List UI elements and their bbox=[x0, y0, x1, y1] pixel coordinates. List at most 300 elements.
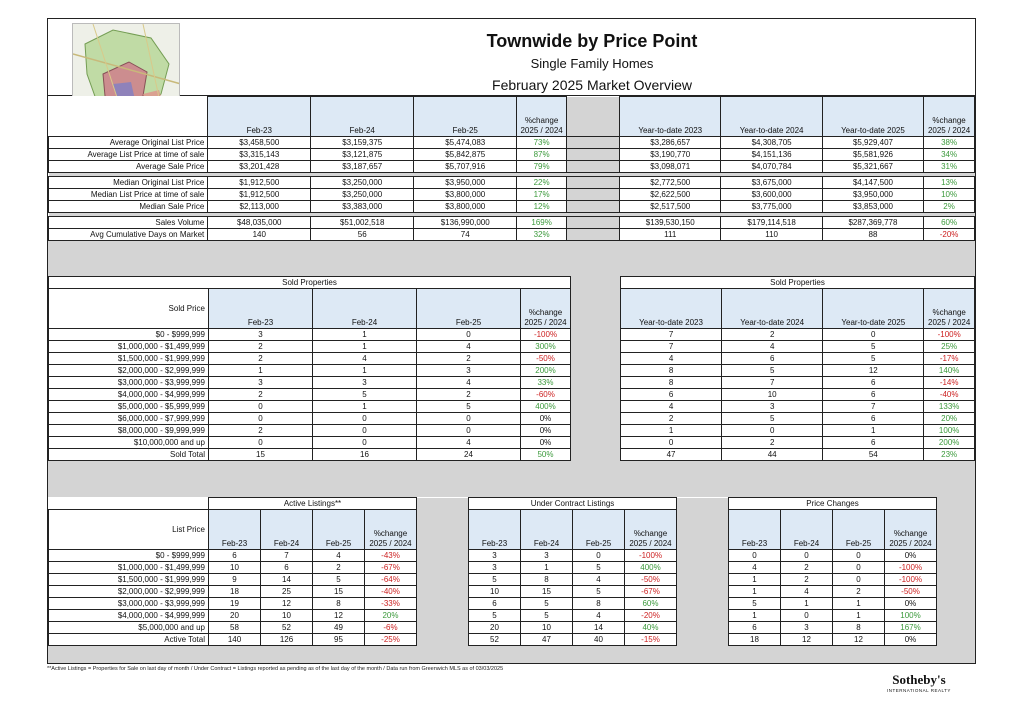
value-cell: 140 bbox=[208, 229, 311, 241]
value-cell: 110 bbox=[721, 229, 822, 241]
gutter bbox=[417, 610, 469, 622]
listing-row bbox=[49, 586, 937, 598]
value-cell: 25 bbox=[261, 586, 313, 598]
change-cell: -40% bbox=[365, 586, 417, 598]
value-cell: 0 bbox=[722, 425, 823, 437]
value-cell: 95 bbox=[313, 634, 365, 646]
gutter bbox=[677, 634, 729, 646]
value-cell: 44 bbox=[722, 449, 823, 461]
value-cell: 4 bbox=[781, 586, 833, 598]
change-cell: 40% bbox=[625, 622, 677, 634]
value-cell: $5,842,875 bbox=[414, 149, 517, 161]
value-cell: 0 bbox=[781, 550, 833, 562]
sold-row bbox=[49, 425, 571, 437]
section-title: Under Contract Listings bbox=[469, 498, 677, 510]
sold-row bbox=[621, 425, 975, 437]
summary-row bbox=[49, 161, 975, 173]
summary-row bbox=[49, 189, 975, 201]
value-cell: $5,321,667 bbox=[822, 161, 923, 173]
summary-row bbox=[49, 137, 975, 149]
change-cell: 10% bbox=[924, 189, 975, 201]
value-cell: $2,772,500 bbox=[620, 177, 721, 189]
value-cell: 5 bbox=[573, 586, 625, 598]
change-cell: -20% bbox=[924, 229, 975, 241]
value-cell: 0 bbox=[833, 574, 885, 586]
value-cell: 4 bbox=[621, 401, 722, 413]
value-cell: 3 bbox=[469, 562, 521, 574]
value-cell: $48,035,000 bbox=[208, 217, 311, 229]
value-cell: 15 bbox=[521, 586, 573, 598]
change-cell: 0% bbox=[521, 425, 571, 437]
value-cell: 16 bbox=[313, 449, 417, 461]
sold-row bbox=[49, 449, 571, 461]
listing-row bbox=[49, 610, 937, 622]
value-cell: 6 bbox=[823, 437, 924, 449]
value-cell: 6 bbox=[469, 598, 521, 610]
gutter bbox=[677, 622, 729, 634]
col-header: Feb-25 bbox=[414, 97, 517, 137]
col-header: Feb-24 bbox=[311, 97, 414, 137]
value-cell: 19 bbox=[209, 598, 261, 610]
value-cell: $1,912,500 bbox=[208, 177, 311, 189]
value-cell: 0 bbox=[781, 610, 833, 622]
value-cell: 3 bbox=[417, 365, 521, 377]
value-cell: 2 bbox=[781, 574, 833, 586]
col-header-change: %change 2025 / 2024 bbox=[521, 289, 571, 329]
sold-row bbox=[49, 389, 571, 401]
row-label: Median List Price at time of sale bbox=[49, 189, 208, 201]
value-cell: 88 bbox=[822, 229, 923, 241]
summary-label-header bbox=[49, 97, 208, 137]
gutter bbox=[567, 201, 620, 213]
report-subtitle: Single Family Homes bbox=[530, 56, 654, 71]
value-cell: 4 bbox=[573, 610, 625, 622]
row-label: Average Original List Price bbox=[49, 137, 208, 149]
value-cell: $3,250,000 bbox=[311, 177, 414, 189]
value-cell: 4 bbox=[621, 353, 722, 365]
gutter bbox=[677, 586, 729, 598]
value-cell: 1 bbox=[313, 401, 417, 413]
col-header: Feb-23 bbox=[209, 289, 313, 329]
value-cell: $3,800,000 bbox=[414, 201, 517, 213]
row-label: Sold Total bbox=[49, 449, 209, 461]
summary-row bbox=[49, 229, 975, 241]
change-cell: -100% bbox=[885, 562, 937, 574]
value-cell: 12 bbox=[781, 634, 833, 646]
value-cell: 54 bbox=[823, 449, 924, 461]
row-label: Average List Price at time of sale bbox=[49, 149, 208, 161]
change-cell: 34% bbox=[924, 149, 975, 161]
value-cell: 140 bbox=[209, 634, 261, 646]
sold-row bbox=[49, 437, 571, 449]
value-cell: 6 bbox=[823, 389, 924, 401]
change-cell: 200% bbox=[521, 365, 571, 377]
value-cell: 6 bbox=[823, 413, 924, 425]
row-label: $4,000,000 - $4,999,999 bbox=[49, 610, 209, 622]
value-cell: 2 bbox=[621, 413, 722, 425]
logo-tagline: INTERNATIONAL REALTY bbox=[887, 688, 951, 693]
col-header: Feb-23 bbox=[209, 510, 261, 550]
row-label: $0 - $999,999 bbox=[49, 329, 209, 341]
value-cell: 0 bbox=[209, 413, 313, 425]
value-cell: 5 bbox=[521, 598, 573, 610]
gutter bbox=[567, 137, 620, 149]
value-cell: 3 bbox=[722, 401, 823, 413]
change-cell: 20% bbox=[924, 413, 975, 425]
change-cell: -6% bbox=[365, 622, 417, 634]
value-cell: $3,315,143 bbox=[208, 149, 311, 161]
change-cell: 50% bbox=[521, 449, 571, 461]
change-cell: 200% bbox=[924, 437, 975, 449]
change-cell: -40% bbox=[924, 389, 975, 401]
value-cell: 20 bbox=[469, 622, 521, 634]
value-cell: 5 bbox=[573, 562, 625, 574]
value-cell: 8 bbox=[621, 377, 722, 389]
sold-row bbox=[49, 413, 571, 425]
gutter bbox=[567, 177, 620, 189]
sold-row bbox=[621, 341, 975, 353]
col-header-change: %change 2025 / 2024 bbox=[365, 510, 417, 550]
change-cell: -17% bbox=[924, 353, 975, 365]
gutter bbox=[567, 149, 620, 161]
value-cell: 5 bbox=[313, 574, 365, 586]
sold-properties-monthly-table bbox=[48, 276, 571, 461]
value-cell: 2 bbox=[722, 329, 823, 341]
value-cell: $3,950,000 bbox=[414, 177, 517, 189]
value-cell: $2,622,500 bbox=[620, 189, 721, 201]
change-cell: 100% bbox=[924, 425, 975, 437]
gutter bbox=[677, 550, 729, 562]
col-header-change: %change 2025 / 2024 bbox=[924, 289, 975, 329]
summary-row bbox=[49, 149, 975, 161]
gutter bbox=[417, 622, 469, 634]
value-cell: 6 bbox=[729, 622, 781, 634]
value-cell: 6 bbox=[722, 353, 823, 365]
value-cell: 18 bbox=[209, 586, 261, 598]
value-cell: $3,600,000 bbox=[721, 189, 822, 201]
value-cell: $3,201,428 bbox=[208, 161, 311, 173]
change-cell: -100% bbox=[625, 550, 677, 562]
value-cell: 111 bbox=[620, 229, 721, 241]
value-cell: 14 bbox=[573, 622, 625, 634]
value-cell: $287,369,778 bbox=[822, 217, 923, 229]
value-cell: $3,383,000 bbox=[311, 201, 414, 213]
value-cell: 6 bbox=[823, 377, 924, 389]
gutter bbox=[677, 610, 729, 622]
value-cell: $3,775,000 bbox=[721, 201, 822, 213]
col-header-change: %change 2025 / 2024 bbox=[885, 510, 937, 550]
value-cell: 10 bbox=[261, 610, 313, 622]
change-cell: 0% bbox=[521, 437, 571, 449]
change-cell: -100% bbox=[521, 329, 571, 341]
col-header: Feb-24 bbox=[313, 289, 417, 329]
value-cell: $5,707,916 bbox=[414, 161, 517, 173]
change-cell: 60% bbox=[625, 598, 677, 610]
value-cell: 0 bbox=[313, 437, 417, 449]
value-cell: $3,675,000 bbox=[721, 177, 822, 189]
label-header: List Price bbox=[49, 510, 209, 550]
value-cell: $3,458,500 bbox=[208, 137, 311, 149]
change-cell: 32% bbox=[517, 229, 567, 241]
change-cell: 79% bbox=[517, 161, 567, 173]
value-cell: 0 bbox=[833, 562, 885, 574]
value-cell: $4,151,136 bbox=[721, 149, 822, 161]
value-cell: 5 bbox=[823, 341, 924, 353]
value-cell: 52 bbox=[261, 622, 313, 634]
value-cell: 0 bbox=[209, 437, 313, 449]
change-cell: 100% bbox=[885, 610, 937, 622]
report-period: February 2025 Market Overview bbox=[492, 77, 692, 93]
value-cell: 6 bbox=[261, 562, 313, 574]
value-cell: $136,990,000 bbox=[414, 217, 517, 229]
value-cell: 10 bbox=[521, 622, 573, 634]
value-cell: 5 bbox=[417, 401, 521, 413]
sold-row bbox=[621, 329, 975, 341]
value-cell: 0 bbox=[417, 425, 521, 437]
row-label: $4,000,000 - $4,999,999 bbox=[49, 389, 209, 401]
change-cell: 0% bbox=[885, 634, 937, 646]
value-cell: 8 bbox=[313, 598, 365, 610]
change-cell: 167% bbox=[885, 622, 937, 634]
change-cell: 25% bbox=[924, 341, 975, 353]
value-cell: 4 bbox=[417, 437, 521, 449]
col-header: Feb-25 bbox=[417, 289, 521, 329]
value-cell: 0 bbox=[823, 329, 924, 341]
sold-title: Sold Properties bbox=[621, 277, 975, 289]
value-cell: $5,474,083 bbox=[414, 137, 517, 149]
gutter bbox=[417, 634, 469, 646]
value-cell: $3,159,375 bbox=[311, 137, 414, 149]
value-cell: $51,002,518 bbox=[311, 217, 414, 229]
row-label: $1,500,000 - $1,999,999 bbox=[49, 353, 209, 365]
value-cell: 0 bbox=[833, 550, 885, 562]
value-cell: $3,950,000 bbox=[822, 189, 923, 201]
gutter bbox=[417, 562, 469, 574]
sold-title: Sold Properties bbox=[49, 277, 571, 289]
value-cell: 56 bbox=[311, 229, 414, 241]
col-header-change: %change 2025 / 2024 bbox=[625, 510, 677, 550]
value-cell: 5 bbox=[313, 389, 417, 401]
value-cell: $139,530,150 bbox=[620, 217, 721, 229]
value-cell: 74 bbox=[414, 229, 517, 241]
change-cell: -33% bbox=[365, 598, 417, 610]
change-cell: -67% bbox=[365, 562, 417, 574]
listing-row bbox=[49, 574, 937, 586]
sold-row bbox=[49, 365, 571, 377]
value-cell: $179,114,518 bbox=[721, 217, 822, 229]
logo-name: Sotheby's bbox=[892, 672, 946, 687]
value-cell: $2,113,000 bbox=[208, 201, 311, 213]
col-header: Year-to-date 2023 bbox=[620, 97, 721, 137]
col-header: Feb-24 bbox=[521, 510, 573, 550]
value-cell: 9 bbox=[209, 574, 261, 586]
value-cell: 5 bbox=[729, 598, 781, 610]
gutter bbox=[677, 562, 729, 574]
value-cell: 12 bbox=[313, 610, 365, 622]
change-cell: -50% bbox=[625, 574, 677, 586]
row-label: Median Original List Price bbox=[49, 177, 208, 189]
change-cell: 20% bbox=[365, 610, 417, 622]
value-cell: 10 bbox=[722, 389, 823, 401]
report-title: Townwide by Price Point bbox=[486, 31, 698, 51]
change-cell: -50% bbox=[521, 353, 571, 365]
sothebys-logo bbox=[887, 672, 951, 693]
value-cell: 0 bbox=[209, 401, 313, 413]
value-cell: 52 bbox=[469, 634, 521, 646]
value-cell: 2 bbox=[209, 353, 313, 365]
value-cell: $3,098,071 bbox=[620, 161, 721, 173]
gutter bbox=[417, 510, 469, 550]
value-cell: 15 bbox=[209, 449, 313, 461]
value-cell: 15 bbox=[313, 586, 365, 598]
value-cell: 1 bbox=[729, 574, 781, 586]
listing-row bbox=[49, 598, 937, 610]
listings-table bbox=[48, 497, 937, 646]
report-header bbox=[48, 19, 975, 96]
value-cell: 2 bbox=[209, 425, 313, 437]
value-cell: 1 bbox=[313, 329, 417, 341]
value-cell: 58 bbox=[209, 622, 261, 634]
row-label: $0 - $999,999 bbox=[49, 550, 209, 562]
row-label: Active Total bbox=[49, 634, 209, 646]
sold-row bbox=[621, 353, 975, 365]
change-cell: 300% bbox=[521, 341, 571, 353]
change-cell: 73% bbox=[517, 137, 567, 149]
value-cell: 4 bbox=[729, 562, 781, 574]
sold-row bbox=[49, 329, 571, 341]
value-cell: 0 bbox=[417, 329, 521, 341]
value-cell: 4 bbox=[417, 341, 521, 353]
value-cell: 8 bbox=[573, 598, 625, 610]
value-cell: $3,800,000 bbox=[414, 189, 517, 201]
col-header: Year-to-date 2024 bbox=[722, 289, 823, 329]
value-cell: 2 bbox=[781, 562, 833, 574]
value-cell: 1 bbox=[729, 586, 781, 598]
row-label: $8,000,000 - $9,999,999 bbox=[49, 425, 209, 437]
col-header: Year-to-date 2025 bbox=[822, 97, 923, 137]
value-cell: 3 bbox=[781, 622, 833, 634]
sold-row bbox=[621, 413, 975, 425]
row-label: Avg Cumulative Days on Market bbox=[49, 229, 208, 241]
row-label: $10,000,000 and up bbox=[49, 437, 209, 449]
value-cell: $5,581,926 bbox=[822, 149, 923, 161]
value-cell: $2,517,500 bbox=[620, 201, 721, 213]
value-cell: 47 bbox=[521, 634, 573, 646]
gutter bbox=[417, 598, 469, 610]
change-cell: 23% bbox=[924, 449, 975, 461]
value-cell: 3 bbox=[209, 377, 313, 389]
value-cell: 4 bbox=[722, 341, 823, 353]
value-cell: 7 bbox=[823, 401, 924, 413]
row-label: $1,000,000 - $1,499,999 bbox=[49, 562, 209, 574]
value-cell: 6 bbox=[209, 550, 261, 562]
value-cell: 40 bbox=[573, 634, 625, 646]
listing-row bbox=[49, 550, 937, 562]
value-cell: 2 bbox=[722, 437, 823, 449]
change-cell: -20% bbox=[625, 610, 677, 622]
value-cell: 1 bbox=[729, 610, 781, 622]
change-cell: 2% bbox=[924, 201, 975, 213]
row-label: $3,000,000 - $3,999,999 bbox=[49, 377, 209, 389]
col-header: Year-to-date 2024 bbox=[721, 97, 822, 137]
row-label: $2,000,000 - $2,999,999 bbox=[49, 365, 209, 377]
value-cell: 1 bbox=[209, 365, 313, 377]
value-cell: 2 bbox=[209, 341, 313, 353]
value-cell: 3 bbox=[209, 329, 313, 341]
value-cell: $4,308,705 bbox=[721, 137, 822, 149]
change-cell: -15% bbox=[625, 634, 677, 646]
value-cell: 1 bbox=[313, 341, 417, 353]
value-cell: 1 bbox=[621, 425, 722, 437]
gutter bbox=[417, 586, 469, 598]
value-cell: 5 bbox=[823, 353, 924, 365]
value-cell: 2 bbox=[417, 353, 521, 365]
col-header-change: %change 2025 / 2024 bbox=[924, 97, 975, 137]
col-header: Feb-25 bbox=[313, 510, 365, 550]
value-cell: 49 bbox=[313, 622, 365, 634]
value-cell: 0 bbox=[417, 413, 521, 425]
value-cell: 7 bbox=[261, 550, 313, 562]
change-cell: -25% bbox=[365, 634, 417, 646]
change-cell: 400% bbox=[521, 401, 571, 413]
sold-row bbox=[621, 377, 975, 389]
value-cell: $3,121,875 bbox=[311, 149, 414, 161]
value-cell: 1 bbox=[833, 598, 885, 610]
change-cell: 60% bbox=[924, 217, 975, 229]
col-header-change: %change 2025 / 2024 bbox=[517, 97, 567, 137]
value-cell: 1 bbox=[833, 610, 885, 622]
value-cell: 4 bbox=[573, 574, 625, 586]
col-header: Feb-24 bbox=[261, 510, 313, 550]
gutter bbox=[567, 189, 620, 201]
gutter bbox=[417, 550, 469, 562]
row-label: $5,000,000 - $5,999,999 bbox=[49, 401, 209, 413]
value-cell: $3,853,000 bbox=[822, 201, 923, 213]
col-header: Feb-25 bbox=[833, 510, 885, 550]
sold-row bbox=[49, 401, 571, 413]
change-cell: 87% bbox=[517, 149, 567, 161]
row-label: $3,000,000 - $3,999,999 bbox=[49, 598, 209, 610]
value-cell: $4,070,784 bbox=[721, 161, 822, 173]
row-label: Median Sale Price bbox=[49, 201, 208, 213]
change-cell: -60% bbox=[521, 389, 571, 401]
value-cell: 2 bbox=[313, 562, 365, 574]
change-cell: 0% bbox=[521, 413, 571, 425]
sold-row bbox=[621, 389, 975, 401]
value-cell: $5,929,407 bbox=[822, 137, 923, 149]
value-cell: 1 bbox=[781, 598, 833, 610]
change-cell: -100% bbox=[924, 329, 975, 341]
value-cell: 7 bbox=[722, 377, 823, 389]
gutter bbox=[677, 574, 729, 586]
value-cell: 5 bbox=[469, 610, 521, 622]
change-cell: 133% bbox=[924, 401, 975, 413]
value-cell: 5 bbox=[722, 413, 823, 425]
value-cell: $3,250,000 bbox=[311, 189, 414, 201]
section-title: Price Changes bbox=[729, 498, 937, 510]
sold-row bbox=[621, 437, 975, 449]
gutter bbox=[567, 217, 620, 229]
change-cell: -64% bbox=[365, 574, 417, 586]
value-cell: 5 bbox=[469, 574, 521, 586]
value-cell: 8 bbox=[621, 365, 722, 377]
change-cell: -43% bbox=[365, 550, 417, 562]
value-cell: 47 bbox=[621, 449, 722, 461]
summary-table bbox=[48, 96, 975, 241]
label-header: Sold Price bbox=[49, 289, 209, 329]
value-cell: 10 bbox=[209, 562, 261, 574]
sold-row bbox=[621, 365, 975, 377]
